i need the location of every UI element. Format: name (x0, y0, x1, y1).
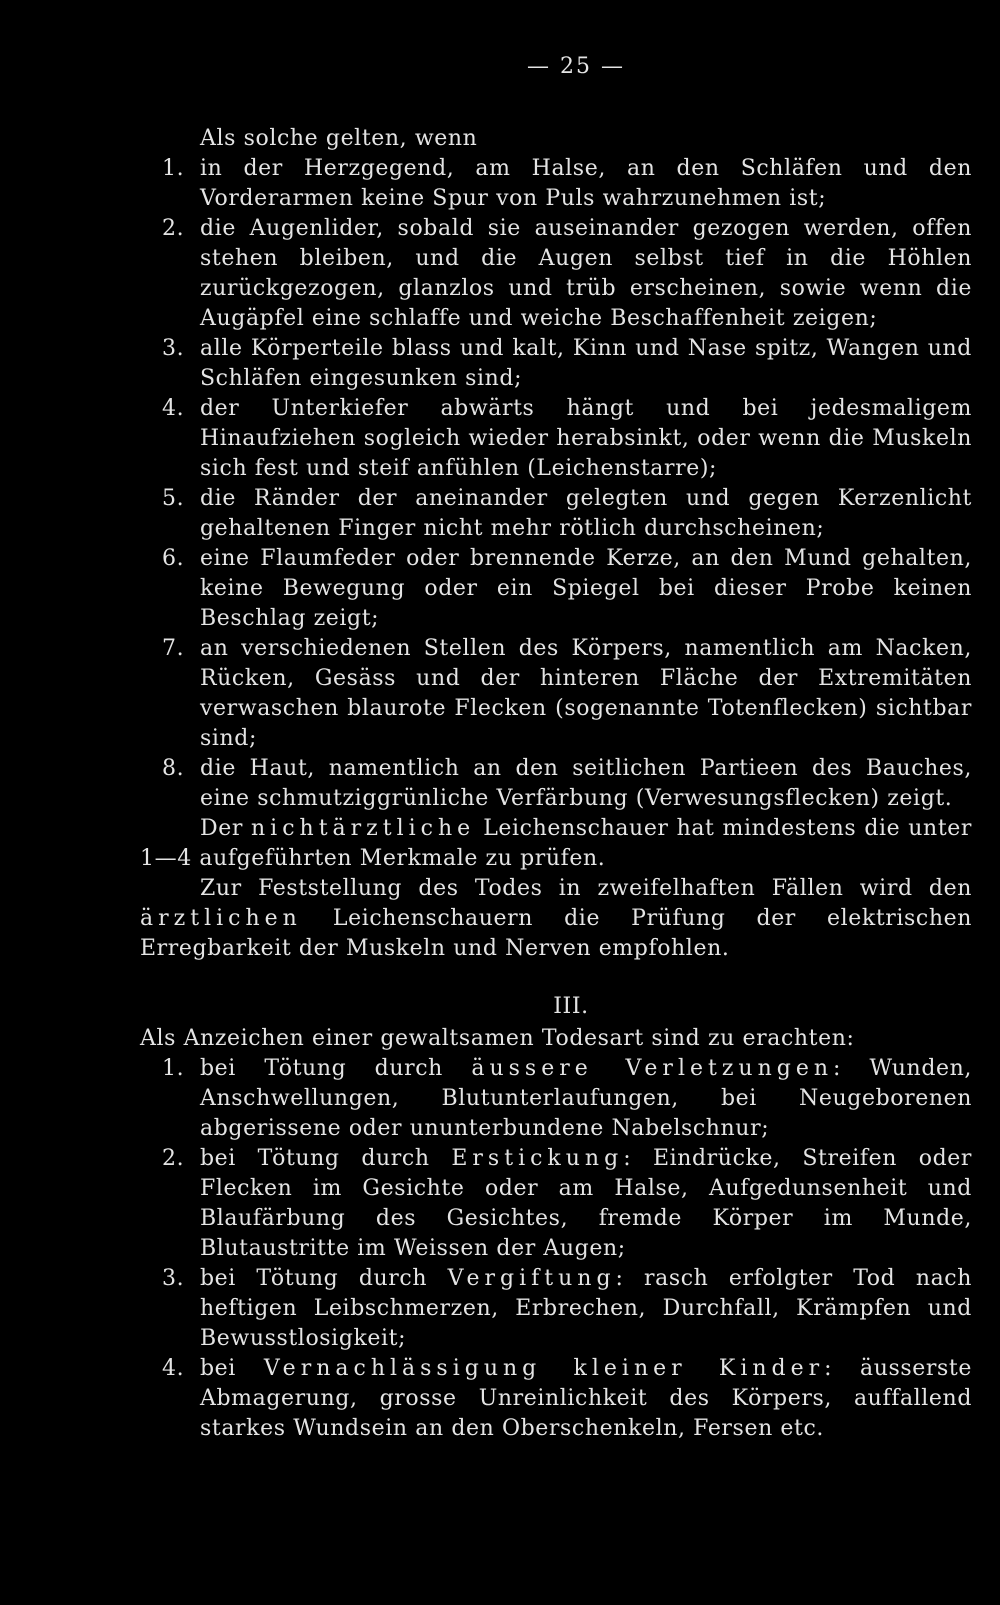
emphasis-text: nichtärztliche (251, 816, 476, 841)
item-text: an verschiedenen Stellen des Körpers, namentlich am Nacken, Rücken, Gesäss und der hinteren Fläche der Extremitäten verwaschen blaurote Flecken (sogenannte Totenflecken) sichtbar sind; (200, 636, 972, 751)
item-number: 2. (162, 216, 185, 241)
emphasis-text: ärztlichen (140, 906, 302, 931)
item-number: 2. (162, 1146, 185, 1171)
death-signs-list (140, 154, 972, 814)
list-item (140, 214, 972, 334)
item-text: in der Herzgegend, am Halse, an den Schläfen und den Vorderarmen keine Spur von Puls wahrzunehmen ist; (200, 156, 972, 211)
list-item (140, 544, 972, 634)
violent-death-signs-list (140, 1054, 972, 1444)
item-text: die Augenlider, sobald sie auseinander gezogen werden, offen stehen bleiben, und die Augen selbst tief in die Höhlen zurückgezogen, glanzlos und trüb erscheinen, sowie wenn die Augäpfel eine schlaffe und weiche Beschaffenheit zeigen; (200, 216, 972, 331)
page-number: — 25 — (527, 54, 625, 79)
section-heading: III. (553, 994, 589, 1019)
list-item: 3. bei Tötung durch Vergiftung: rasch erfolgter Tod nach heftigen Leibschmerzen, Erbrechen, Durchfall, Krämpfen und Bewusstlosigkeit; (162, 1266, 972, 1351)
list-item (140, 394, 972, 484)
item-number: 4. (162, 396, 185, 421)
item-number: 7. (162, 636, 185, 661)
item-number: 1. (162, 156, 185, 181)
item-text: die Haut, namentlich an den seitlichen Partieen des Bauches, eine schmutziggrünliche Verfärbung (Verwesungsflecken) zeigt. (200, 756, 972, 811)
emphasis-text: Erstickung (451, 1146, 624, 1171)
item-number: 1. (162, 1056, 185, 1081)
list-item: 4. bei Vernachlässigung kleiner Kinder: äusserste Abmagerung, grosse Unreinlichkeit des Körpers, auffallend starkes Wundsein an den Oberschenkeln, Fersen etc. (162, 1356, 972, 1441)
item-number: 8. (162, 756, 185, 781)
item-text: eine Flaumfeder oder brennende Kerze, an den Mund gehalten, keine Bewegung oder ein Spiegel bei dieser Probe keinen Beschlag zeigt; (200, 546, 972, 631)
emphasis-text: äussere Verletzungen (471, 1056, 834, 1081)
item-number: 5. (162, 486, 185, 511)
item-text: alle Körperteile blass und kalt, Kinn und Nase spitz, Wangen und Schläfen eingesunken sind; (200, 336, 972, 391)
list-item (140, 634, 972, 754)
list-item: 2. bei Tötung durch Erstickung: Eindrücke, Streifen oder Flecken im Gesichte oder am Halse, Aufgedunsenheit und Blaufärbung des Gesichtes, fremde Körper im Munde, Blutaustritte im Weissen der Augen; (162, 1146, 972, 1261)
item-number: 4. (162, 1356, 185, 1381)
item-number: 3. (162, 336, 185, 361)
list-item (140, 334, 972, 394)
section-intro-text: Als Anzeichen einer gewaltsamen Todesart sind zu erachten: (140, 1026, 855, 1051)
item-number: 6. (162, 546, 185, 571)
item-number: 3. (162, 1266, 185, 1291)
section-intro-text: Als solche gelten, wenn (200, 126, 478, 151)
item-text: die Ränder der aneinander gelegten und gegen Kerzenlicht gehaltenen Finger nicht mehr rötlich durchscheinen; (200, 486, 972, 541)
list-item (140, 484, 972, 544)
emphasis-text: Vernachlässigung kleiner Kinder (263, 1356, 825, 1381)
paragraph-non-medical-examiner: Der nichtärztliche Leichenschauer hat mindestens die unter 1—4 aufgeführten Merkmale zu prüfen. (140, 816, 972, 871)
emphasis-text: Vergiftung (447, 1266, 616, 1291)
item-text: der Unterkiefer abwärts hängt und bei jedesmaligem Hinaufziehen sogleich wieder herabsinkt, oder wenn die Muskeln sich fest und steif anfühlen (Leichenstarre); (200, 396, 972, 481)
paragraph-medical-examiner: Zur Feststellung des Todes in zweifelhaften Fällen wird den ärztlichen Leichenschauern die Prüfung der elektrischen Erregbarkeit der Muskeln und Nerven empfohlen. (140, 876, 972, 961)
list-item (140, 154, 972, 214)
list-item: 1. bei Tötung durch äussere Verletzungen: Wunden, Anschwellungen, Blutunterlaufungen, bei Neugeborenen abgerissene oder ununterbundene Nabelschnur; (162, 1056, 972, 1141)
list-item (140, 754, 972, 814)
